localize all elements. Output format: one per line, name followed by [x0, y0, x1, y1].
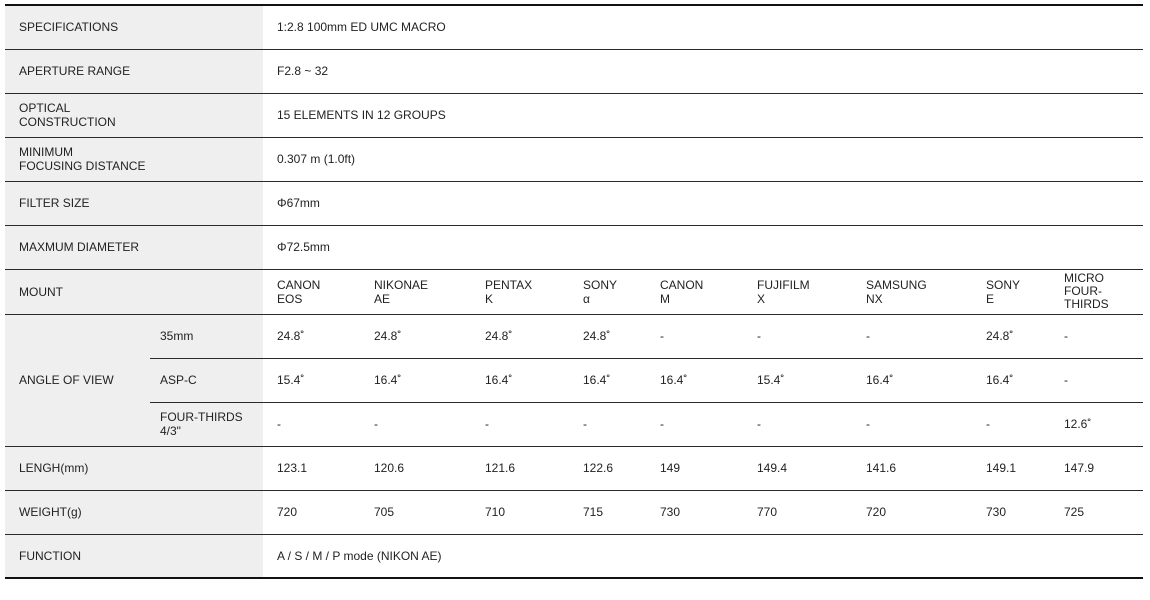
angle-value: 12.6˚ [1064, 417, 1092, 431]
filter-size-value: Φ67mm [277, 196, 320, 210]
length-value: 149.1 [986, 461, 1017, 475]
angle-value: 24.8˚ [374, 329, 402, 343]
optical-construction-label: OPTICAL CONSTRUCTION [5, 93, 263, 137]
mount-fujifilm-x: FUJIFILM X [757, 277, 810, 306]
row-weight [5, 490, 1143, 534]
angle-of-view-label: ANGLE OF VIEW [5, 314, 150, 446]
mount-pentax-k: PENTAX K [485, 277, 533, 306]
mount-canon-eos: CANON EOS [277, 277, 321, 306]
length-value: 141.6 [866, 461, 897, 475]
weight-value: 720 [277, 505, 298, 519]
angle-value: 24.8˚ [583, 329, 611, 343]
angle-value: - [374, 417, 378, 431]
length-value: 122.6 [583, 461, 614, 475]
specifications-label: SPECIFICATIONS [5, 5, 263, 49]
angle-value: - [660, 417, 664, 431]
weight-value: 710 [485, 505, 506, 519]
angle-value: 15.4˚ [757, 373, 785, 387]
angle-35mm-label: 35mm [150, 314, 263, 358]
row-angle-35mm [5, 314, 1143, 358]
angle-value: - [277, 417, 281, 431]
weight-value: 705 [374, 505, 395, 519]
row-minimum-focusing-distance [5, 137, 1143, 181]
angle-value: 16.4˚ [660, 373, 688, 387]
minimum-focusing-distance-label: MINIMUM FOCUSING DISTANCE [5, 137, 263, 181]
row-angle-aspc [5, 358, 1143, 402]
angle-value: 16.4˚ [583, 373, 611, 387]
weight-value: 715 [583, 505, 604, 519]
weight-label: WEIGHT(g) [5, 490, 263, 534]
mount-sony-e: SONY E [986, 277, 1021, 306]
angle-value: 16.4˚ [986, 373, 1014, 387]
angle-value: - [1064, 373, 1068, 387]
length-value: 120.6 [374, 461, 405, 475]
length-value: 123.1 [277, 461, 308, 475]
row-length [5, 446, 1143, 490]
length-value: 147.9 [1064, 461, 1095, 475]
mount-sony-a: SONY α [583, 277, 618, 306]
row-specifications [5, 5, 1143, 49]
mount-nikon-ae: NIKONAE AE [374, 277, 429, 306]
mount-label: MOUNT [5, 269, 263, 314]
row-angle-four-thirds [5, 402, 1143, 446]
angle-value: - [660, 329, 664, 343]
angle-aspc-label: ASP-C [150, 358, 263, 402]
mount-micro-four-thirds: MICRO FOUR- THIRDS [1064, 271, 1109, 311]
minimum-focusing-distance-value: 0.307 m (1.0ft) [277, 152, 356, 166]
angle-value: - [757, 417, 761, 431]
angle-value: - [866, 417, 870, 431]
row-maximum-diameter [5, 225, 1143, 269]
function-label: FUNCTION [5, 534, 263, 578]
length-label: LENGH(mm) [5, 446, 263, 490]
row-function [5, 534, 1143, 578]
length-value: 149.4 [757, 461, 788, 475]
angle-value: 24.8˚ [986, 329, 1014, 343]
optical-construction-value: 15 ELEMENTS IN 12 GROUPS [277, 108, 446, 122]
angle-value: 24.8˚ [277, 329, 305, 343]
mount-canon-m: CANON M [660, 277, 704, 306]
angle-four-thirds-label: FOUR-THIRDS 4/3" [150, 402, 263, 446]
angle-value: 16.4˚ [866, 373, 894, 387]
mount-samsung-nx: SAMSUNG NX [866, 277, 927, 306]
filter-size-label: FILTER SIZE [5, 181, 263, 225]
maximum-diameter-label: MAXMUM DIAMETER [5, 225, 263, 269]
lens-spec-table [5, 4, 1143, 579]
angle-value: - [1064, 329, 1068, 343]
angle-value: 15.4˚ [277, 373, 305, 387]
row-aperture-range [5, 49, 1143, 93]
spec-table-container [5, 4, 1143, 579]
angle-value: - [986, 417, 990, 431]
weight-value: 730 [986, 505, 1007, 519]
row-mount [5, 269, 1143, 314]
weight-value: 770 [757, 505, 778, 519]
aperture-range-label: APERTURE RANGE [5, 49, 263, 93]
angle-value: - [485, 417, 489, 431]
angle-value: - [866, 329, 870, 343]
angle-value: 16.4˚ [374, 373, 402, 387]
weight-value: 720 [866, 505, 887, 519]
weight-value: 730 [660, 505, 681, 519]
angle-value: 16.4˚ [485, 373, 513, 387]
function-value: A / S / M / P mode (NIKON AE) [277, 548, 442, 563]
length-value: 149 [660, 461, 681, 475]
weight-value: 725 [1064, 505, 1085, 519]
angle-value: 24.8˚ [485, 329, 513, 343]
specifications-value: 1:2.8 100mm ED UMC MACRO [277, 20, 446, 35]
angle-value: - [583, 417, 587, 431]
length-value: 121.6 [485, 461, 516, 475]
angle-value: - [757, 329, 761, 343]
row-optical-construction [5, 93, 1143, 137]
maximum-diameter-value: Φ72.5mm [277, 240, 330, 254]
aperture-range-value: F2.8 ~ 32 [277, 64, 329, 78]
row-filter-size [5, 181, 1143, 225]
